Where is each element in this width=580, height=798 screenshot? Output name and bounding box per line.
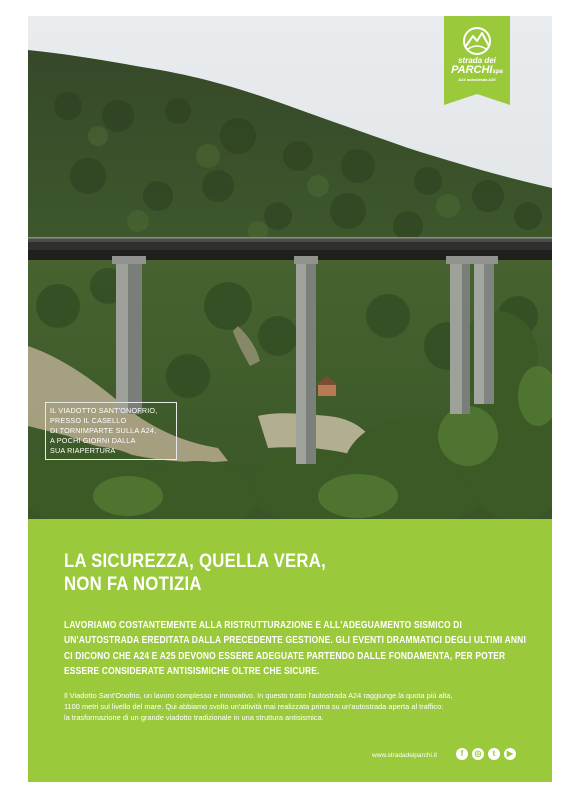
body-small-line: 1100 metri sul livello del mare. Qui abbiamo svolto un'attività mai realizzata prima su un'autostrada aperta al traffico: xyxy=(64,702,444,711)
headline xyxy=(64,550,326,596)
logo-line2 xyxy=(444,64,510,76)
advertisement-page xyxy=(28,16,552,782)
body-caps-line: UN'AUTOSTRADA EREDITATA DALLA PRECEDENTE GESTIONE. GLI EVENTI DRAMMATICI DEGLI ULTIMI ANNI xyxy=(64,635,526,647)
logo-tagline: A24 autostrada A25 xyxy=(458,77,496,82)
body-caps-line: LAVORIAMO COSTANTEMENTE ALLA RISTRUTTURAZIONE E ALL'ADEGUAMENTO SISMICO DI xyxy=(64,620,463,631)
facebook-icon[interactable]: f xyxy=(456,748,468,760)
youtube-icon[interactable]: ▶ xyxy=(504,748,516,760)
logo-parchi: PARCHI xyxy=(451,64,493,76)
strada-dei-parchi-logo xyxy=(444,16,510,105)
caption-line: SUA RIAPERTURA xyxy=(50,446,116,455)
caption-line: A POCHI GIORNI DALLA xyxy=(50,436,136,445)
caption-line: IL VIADOTTO SANT'ONOFRIO, xyxy=(50,406,158,415)
logo-suffix: spa xyxy=(492,69,503,75)
body-caps-line: CI DICONO CHE A24 E A25 DEVONO ESSERE ADEGUATE PARTENDO DALLE FONDAMENTA, PER POTER xyxy=(64,650,506,662)
headline-line: NON FA NOTIZIA xyxy=(64,574,202,595)
headline-line: LA SICUREZZA, QUELLA VERA, xyxy=(64,551,327,572)
social-links xyxy=(456,748,516,760)
photo-caption xyxy=(45,402,177,460)
body-small-paragraph xyxy=(64,690,534,723)
body-small-line: la trasformazione di un grande viadotto tradizionale in una struttura antisismica. xyxy=(64,713,324,722)
body-caps-line: ESSERE CONSIDERATE ANTISISMICHE OLTRE CHE SICURE. xyxy=(64,666,320,678)
message-panel xyxy=(28,519,552,782)
caption-line: DI TORNIMPARTE SULLA A24, xyxy=(50,426,157,435)
twitter-icon[interactable]: t xyxy=(488,748,500,760)
website-link[interactable]: www.stradadeiparchi.it xyxy=(372,752,438,759)
instagram-icon[interactable]: ◎ xyxy=(472,748,484,760)
body-small-line: Il Viadotto Sant'Onofrio, un lavoro complesso e innovativo. In questo tratto l'autostrada A24 raggiunge la quota più alta, xyxy=(64,691,453,700)
logo-line1: strada dei xyxy=(458,56,496,65)
caption-line: PRESSO IL CASELLO xyxy=(50,416,127,425)
body-uppercase-paragraph xyxy=(64,618,526,680)
